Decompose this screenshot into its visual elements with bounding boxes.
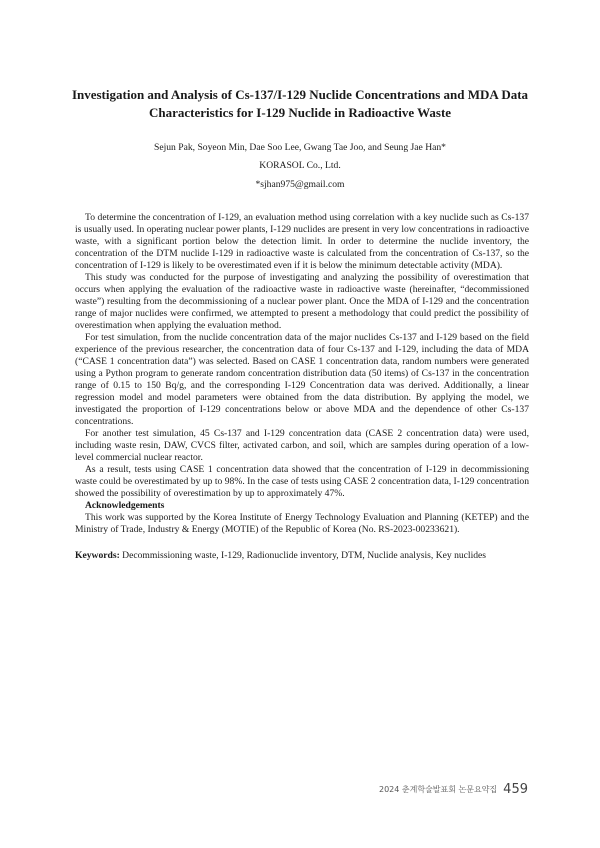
paper-title: Investigation and Analysis of Cs-137/I-129 Nuclide Concentrations and MDA Data Characteristics for I-129 Nuclide in Radioactive Waste xyxy=(71,87,529,120)
page-footer xyxy=(379,779,528,798)
keywords-label: Keywords: xyxy=(75,550,120,561)
abstract-paragraph: This study was conducted for the purpose of investigating and analyzing the possibility of overestimation that occurs when applying the evaluation of the radioactive waste in radioactive waste (hereinafter, “decommissioned waste”) resulting from the decommissioning of a nuclear power plant. Once the MDA of I-129 and the concentration range of major nuclides were confirmed, we attempted to present a methodology that could predict the possibility of overestimation when applying the evaluation method. xyxy=(75,272,529,331)
keywords-text: Decommissioning waste, I-129, Radionuclide inventory, DTM, Nuclide analysis, Key nuclides xyxy=(122,550,487,561)
acknowledgements-text: This work was supported by the Korea Institute of Energy Technology Evaluation and Planning (KETEP) and the Ministry of Trade, Industry & Energy (MOTIE) of the Republic of Korea (No. RS-2023-00233621). xyxy=(75,512,529,535)
acknowledgements-heading: Acknowledgements xyxy=(85,500,165,511)
abstract-paragraph: To determine the concentration of I-129, an evaluation method using correlation with a key nuclide such as Cs-137 is usually used. In operating nuclear power plants, I-129 nuclides are present in very low concentrations in radioactive waste, with a significant portion below the detection limit. In order to determine the nuclide inventory, the concentration of the DTM nuclide I-129 in radioactive waste is calculated from the concentration of Cs-137, so the concentration of I-129 is likely to be overestimated even if it is below the minimum detectable activity (MDA). xyxy=(75,212,529,271)
abstract-body xyxy=(75,212,529,562)
author-list: Sejun Pak, Soyeon Min, Dae Soo Lee, Gwang Tae Joo, and Seung Jae Han* xyxy=(154,142,446,153)
keywords-line xyxy=(75,550,529,562)
corresponding-email: *sjhan975@gmail.com xyxy=(255,179,345,190)
page-number: 459 xyxy=(503,782,528,797)
affiliation: KORASOL Co., Ltd. xyxy=(259,160,341,171)
abstract-paragraph: As a result, tests using CASE 1 concentration data showed that the concentration of I-129 in decommissioning waste could be overestimated by up to 98%. In the case of tests using CASE 2 concentration data, I-129 concentration showed the possibility of overestimation by up to approximately 47%. xyxy=(75,464,529,499)
abstract-paragraph: For another test simulation, 45 Cs-137 and I-129 concentration data (CASE 2 concentration data) were used, including waste resin, DAW, CVCS filter, activated carbon, and soil, which are samples during operation of a low-level commercial nuclear reactor. xyxy=(75,428,529,463)
abstract-paragraph: For test simulation, from the nuclide concentration data of the major nuclides Cs-137 and I-129 based on the field experience of the previous researcher, the concentration data of four Cs-137 and I-129, including the data of MDA (“CASE 1 concentration data”) was selected. Based on CASE 1 concentration data, random numbers were generated using a Python program to generate random concentration distribution data (50 items) of Cs-137 in the concentration range of 0.15 to 150 Bq/g, and the corresponding I-129 Concentration data was derived. Additionally, a linear regression model and model parameters were obtained from the data distribution. By applying the model, we investigated the proportion of I-129 concentrations below or above MDA and the dependence of other Cs-137 concentrations. xyxy=(75,332,529,427)
conference-name: 2024 춘계학술발표회 논문요약집 xyxy=(378,785,498,794)
